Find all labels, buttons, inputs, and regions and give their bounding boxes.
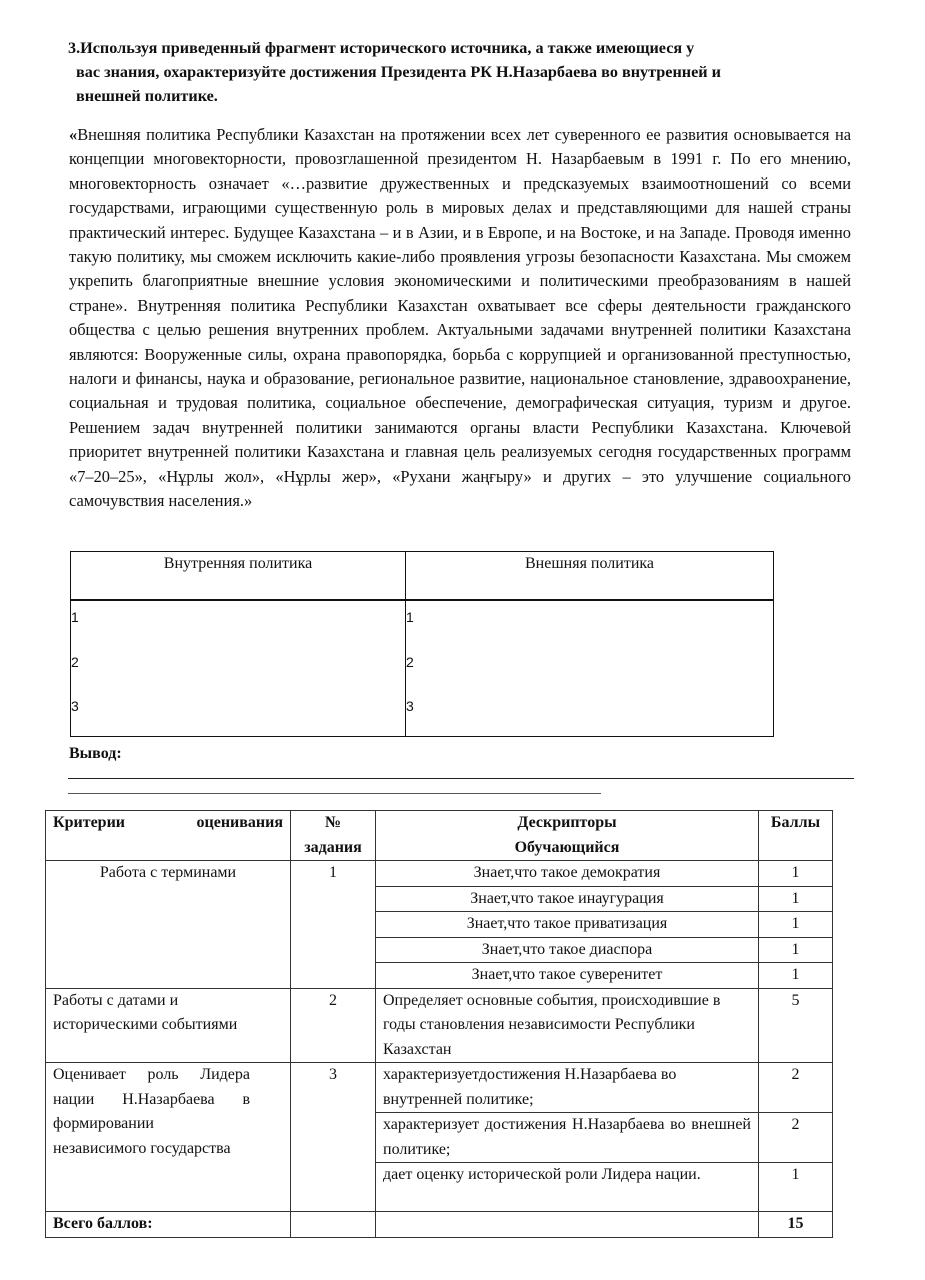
answer-table-body xyxy=(71,600,774,737)
descriptor-cell: Знает,что такое диаспора xyxy=(376,937,759,963)
header-descriptors: Дескрипторы Обучающийся xyxy=(376,811,759,861)
descriptor-cell: характеризует достижения Н.Назарбаева во внешней политике; xyxy=(376,1113,759,1163)
answer-number: 1 xyxy=(406,609,414,625)
rubric-row xyxy=(46,1063,833,1113)
header-points: Баллы xyxy=(759,811,833,861)
points-cell: 1 xyxy=(759,912,833,938)
empty-cell xyxy=(291,1212,376,1238)
descriptor-cell: Знает,что такое демократия xyxy=(376,861,759,887)
source-excerpt xyxy=(69,123,851,514)
answer-number: 1 xyxy=(71,609,79,625)
task-line: внешней политике. xyxy=(76,87,218,105)
rubric-header xyxy=(46,811,833,861)
rubric-row xyxy=(46,861,833,887)
descriptor-cell: Знает,что такое инаугурация xyxy=(376,886,759,912)
total-points: 15 xyxy=(759,1212,833,1238)
points-cell: 1 xyxy=(759,886,833,912)
criterion-cell: Работы с датами и историческими событиями xyxy=(46,988,291,1063)
domestic-answers-cell[interactable] xyxy=(71,600,406,737)
task-number-cell: 1 xyxy=(291,861,376,989)
answer-table-header xyxy=(71,552,774,601)
rubric-row xyxy=(46,988,833,1063)
descriptor-cell: дает оценку исторической роли Лидера нации. xyxy=(376,1163,759,1212)
answer-table xyxy=(70,551,774,737)
conclusion-line[interactable] xyxy=(68,778,854,779)
answer-number: 2 xyxy=(406,653,414,670)
task-number-cell: 3 xyxy=(291,1063,376,1212)
header-foreign-policy: Внешняя политика xyxy=(406,552,774,601)
descriptor-cell: характеризуетдостижения Н.Назарбаева во внутренней политике; xyxy=(376,1063,759,1113)
descriptor-cell: Знает,что такое приватизация xyxy=(376,912,759,938)
points-cell: 1 xyxy=(759,937,833,963)
rubric-total-row xyxy=(46,1212,833,1238)
task-number-cell: 2 xyxy=(291,988,376,1063)
points-cell: 5 xyxy=(759,988,833,1063)
descriptor-cell: Знает,что такое суверенитет xyxy=(376,963,759,989)
task-line: 3.Используя приведенный фрагмент исторического источника, а также имеющиеся у xyxy=(68,39,695,57)
open-quote: « xyxy=(69,125,78,144)
source-body: Внешняя политика Республики Казахстан на протяжении всех лет суверенного ее развития основывается на концепции многовекторности, провозглашенной президентом Н. Назарбаевым в 1991 г. По его мнению, многовекторность означает «…развитие дружественных и предсказуемых взаимоотношений со всеми государствами, играющими существенную роль в мировых делах и представляющими для нашей страны практический интерес. Будущее Казахстана – и в Азии, и в Европе, и на Востоке, и на Западе. Проводя именно такую политику, мы сможем исключить какие-либо проявления угрозы безопасности Казахстана. Мы сможем укрепить благоприятные внешние условия экономическими и политическими преобразованиям в нашей стране». Внутренняя политика Республики Казахстан охватывает все сферы деятельности гражданского общества с целью решения внутренних проблем. Актуальными задачами внутренней политики Казахстана являются: Вооруженные силы, охрана правопорядка, борьба с коррупцией и организованной преступностью, налоги и финансы, наука и образование, региональное развитие, национальное становление, здравоохранение, социальная и трудовая политика, социальное обеспечение, демографическая ситуация, туризм и другое. Решением задач внутренней политики занимаются органы власти Республики Казахстана. Ключевой приоритет внутренней политики Казахстана и главная цель реализуемых сегодня государственных программ «7–20–25», «Нұрлы жол», «Нұрлы жер», «Рухани жаңғыру» и других – это улучшение социального самочувствия населения.» xyxy=(69,125,851,511)
conclusion-line[interactable] xyxy=(68,793,601,794)
answer-number: 3 xyxy=(71,698,79,714)
rubric-table xyxy=(45,810,833,1238)
points-cell: 2 xyxy=(759,1063,833,1113)
answer-number: 2 xyxy=(71,653,79,670)
points-cell: 1 xyxy=(759,963,833,989)
header-domestic-policy: Внутренняя политика xyxy=(71,552,406,601)
task-prompt xyxy=(68,36,828,108)
criterion-cell: Оценивает роль Лидера нации Н.Назарбаева в формировании независимого государства xyxy=(46,1063,291,1212)
header-task-number: № задания xyxy=(291,811,376,861)
points-cell: 1 xyxy=(759,861,833,887)
conclusion-label: Вывод: xyxy=(69,745,122,762)
answer-number: 3 xyxy=(406,698,414,714)
total-label: Всего баллов: xyxy=(46,1212,291,1238)
descriptor-cell: Определяет основные события, происходившие в годы становления независимости Республики Казахстан xyxy=(376,988,759,1063)
header-criteria: Критерии оценивания xyxy=(46,811,291,861)
task-line: вас знания, охарактеризуйте достижения Президента РК Н.Назарбаева во внутренней и xyxy=(76,63,721,81)
empty-cell xyxy=(376,1212,759,1238)
points-cell: 2 xyxy=(759,1113,833,1163)
points-cell: 1 xyxy=(759,1163,833,1212)
criterion-cell: Работа с терминами xyxy=(46,861,291,989)
foreign-answers-cell[interactable] xyxy=(406,600,774,737)
